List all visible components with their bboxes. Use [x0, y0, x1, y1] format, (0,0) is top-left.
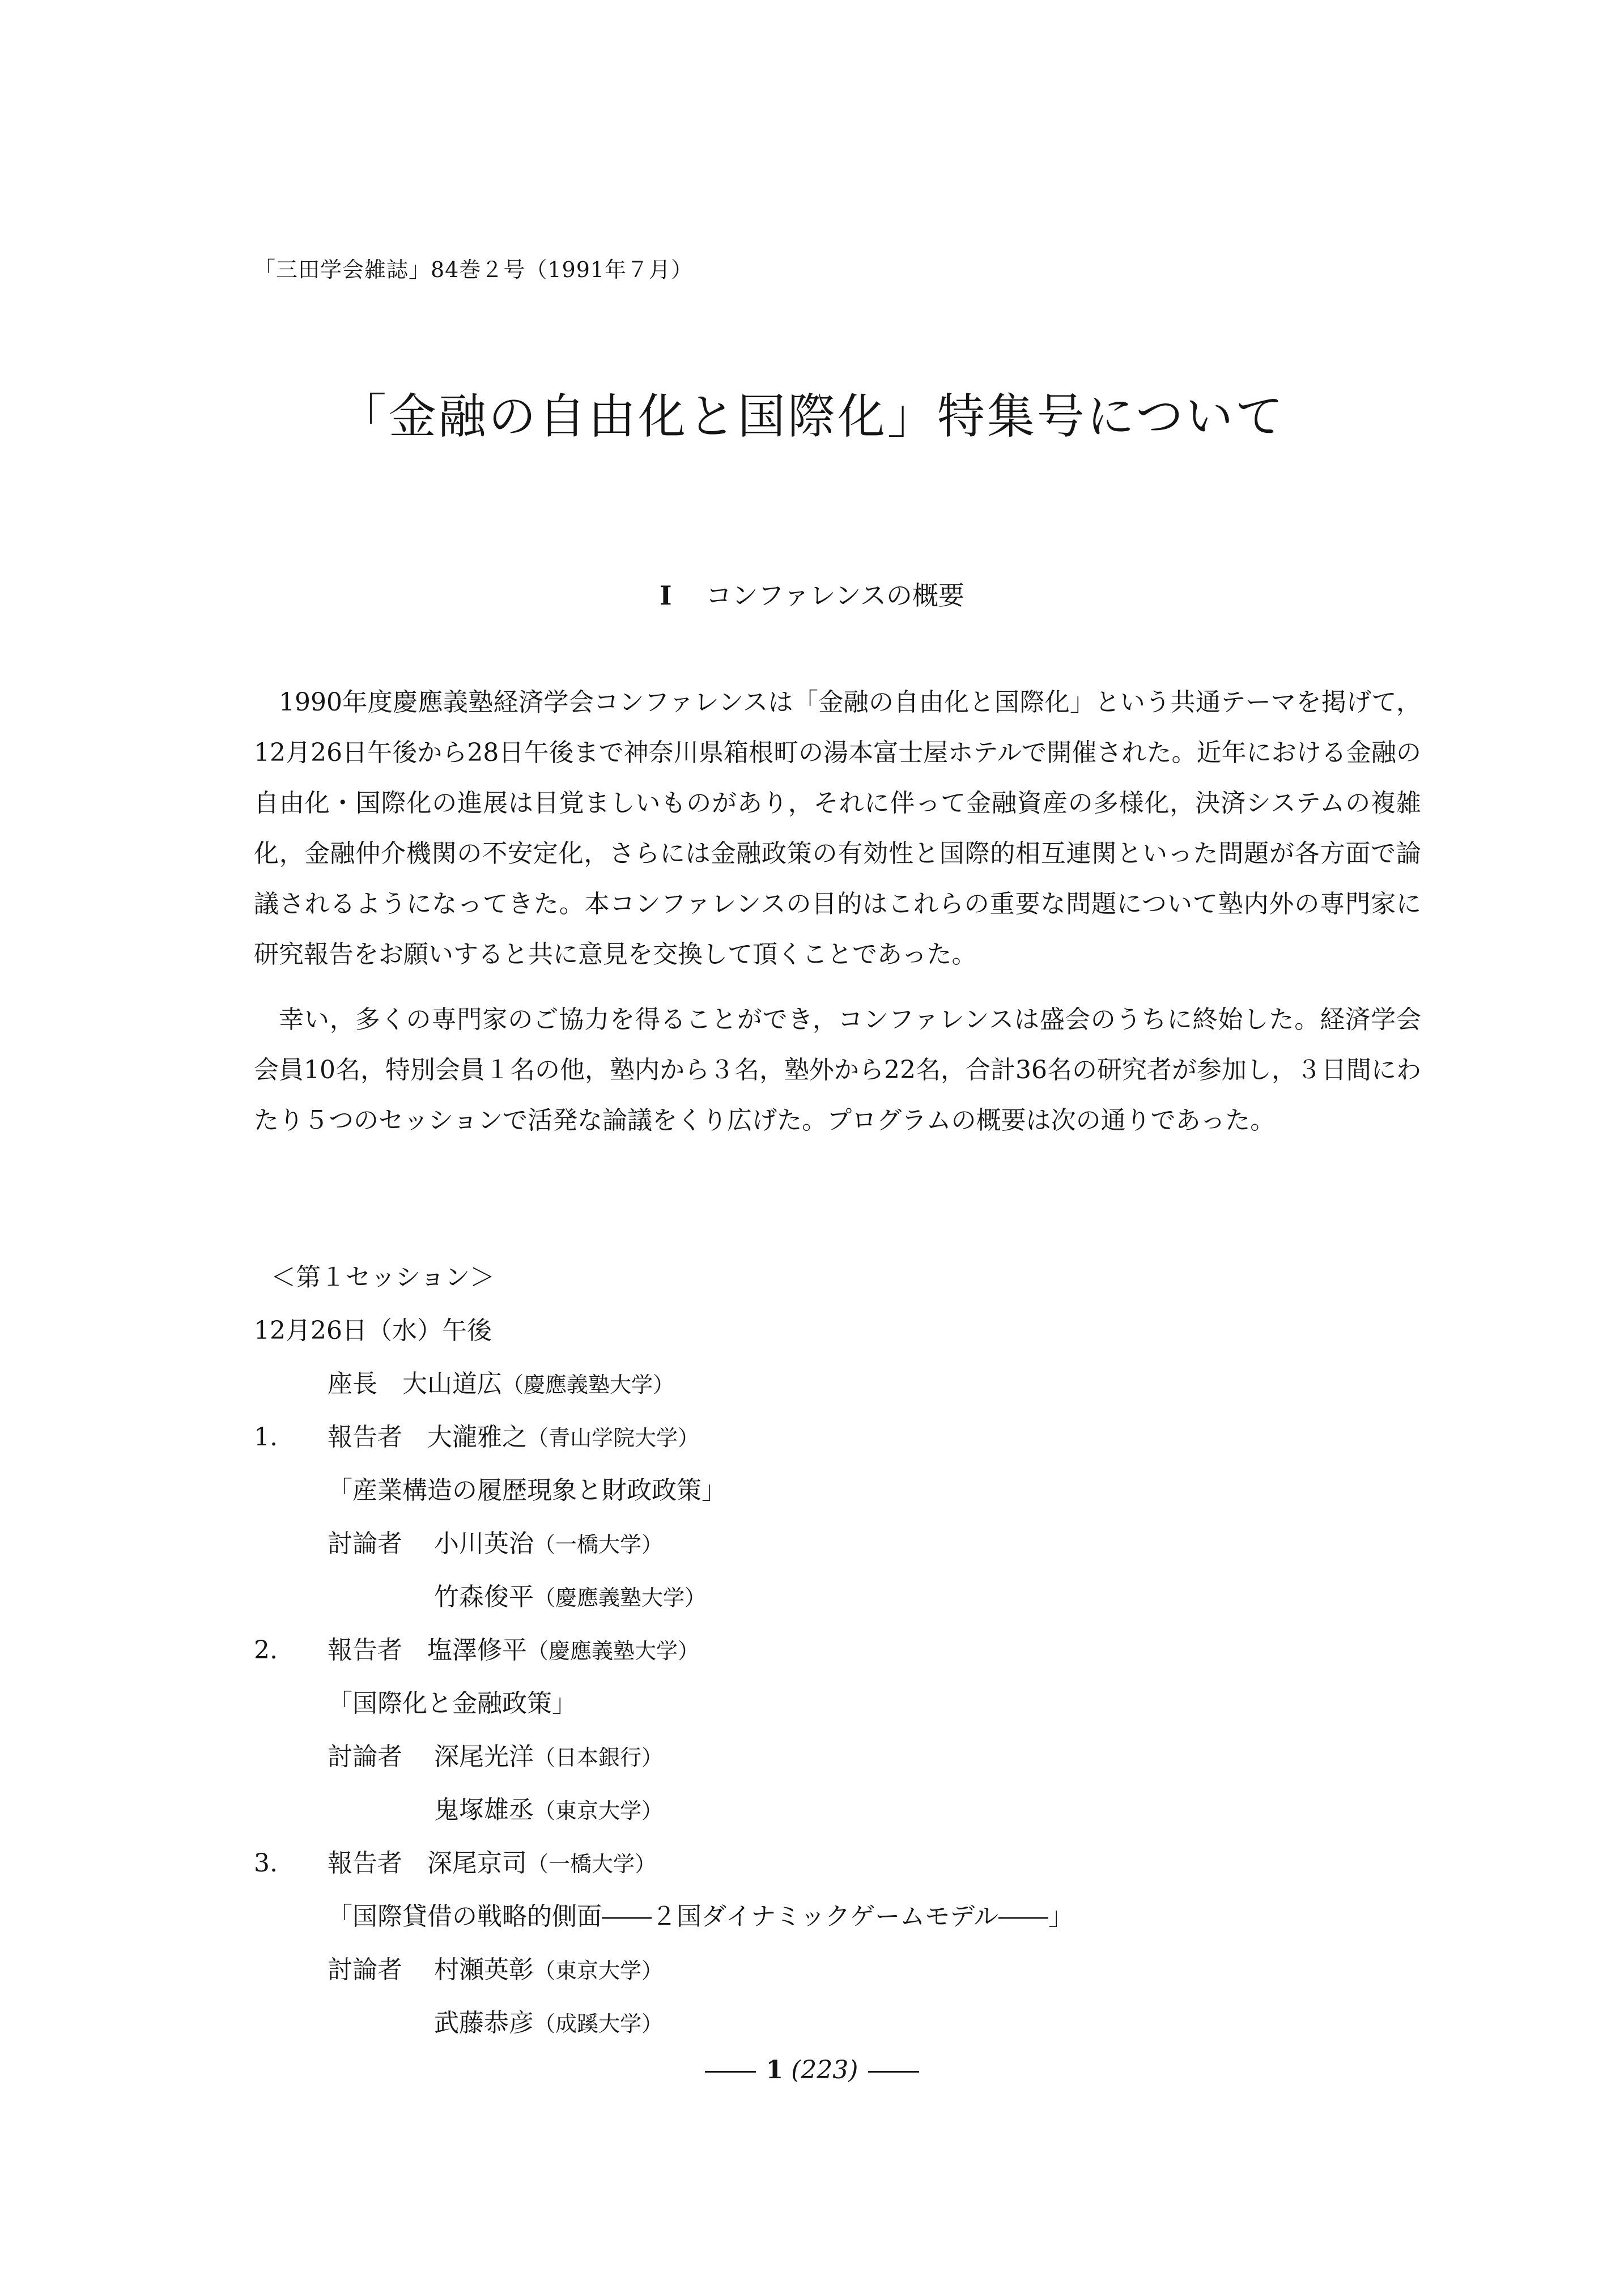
reporter-label: 報告者 [328, 1423, 402, 1452]
page-number: 1 [766, 2056, 784, 2084]
article-title: 「金融の自由化と国際化」特集号について [338, 389, 1286, 444]
original-page-number: (223) [791, 2056, 858, 2084]
section-number: I [659, 580, 672, 611]
discussant-name: 鬼塚雄丞 [434, 1796, 534, 1824]
body-paragraph: 幸い，多くの専門家のご協力を得ることができ，コンファレンスは盛会のうちに終始した。経済学会会員10名，特別会員１名の他，塾内から３名，塾外から22名，合計36名の研究者が参加し，３日間にわたり５つのセッションで活発な論議をくり広げた。プログラムの概要は次の通りであった。 [254, 1005, 1421, 1135]
discussant-affiliation: （日本銀行） [534, 1745, 664, 1770]
discussant-name: 竹森俊平 [434, 1582, 534, 1611]
reporter-affiliation: （慶應義塾大学） [527, 1639, 700, 1664]
footer-dash [705, 2071, 756, 2073]
discussant [434, 1740, 663, 1774]
reporter-name: 深尾京司 [427, 1849, 527, 1878]
discussant-affiliation: （一橋大学） [534, 1532, 664, 1557]
reporter-label: 報告者 [328, 1636, 402, 1665]
discussant-affiliation: （東京大学） [534, 1798, 664, 1823]
discussant [434, 1580, 706, 1614]
discussant-affiliation: （東京大学） [534, 1958, 664, 1983]
reporter-affiliation: （青山学院大学） [527, 1426, 700, 1450]
discussant [434, 1793, 663, 1827]
reporter-label: 報告者 [328, 1849, 402, 1878]
chair-label: 座長 [328, 1369, 377, 1398]
reporter-row [328, 1633, 699, 1667]
discussant-name: 深尾光洋 [434, 1742, 534, 1771]
body-paragraph: 1990年度慶應義塾経済学会コンファレンスは「金融の自由化と国際化」という共通テーマを掲げて，12月26日午後から28日午後まで神奈川県箱根町の湯本富士屋ホテルで開催された。近年における金融の自由化・国際化の進展は目覚ましいものがあり，それに伴って金融資産の多様化，決済システムの複雑化，金融仲介機関の不安定化，さらには金融政策の有効性と国際的相互連関といった問題が各方面で論議されるようになってきた。本コンファレンスの目的はこれらの重要な問題について塾内外の専門家に研究報告をお願いすると共に意見を交換して頂くことであった。 [254, 688, 1421, 969]
discussant-name: 武藤恭彦 [434, 2009, 534, 2037]
section-heading [0, 575, 1624, 612]
discussant [434, 1953, 663, 1987]
discussant-affiliation: （成蹊大学） [534, 2011, 664, 2036]
discussant-label: 討論者 [328, 1955, 402, 1984]
footer-dash [868, 2071, 919, 2073]
reporter-row [328, 1847, 656, 1881]
reporter-affiliation: （一橋大学） [527, 1852, 657, 1877]
chair-name: 大山道広 [402, 1369, 502, 1398]
discussant-name: 村瀬英彰 [434, 1955, 534, 1984]
discussant [434, 1527, 663, 1561]
paper-title: 「産業構造の履歴現象と財政政策」 [328, 1476, 726, 1505]
session-date: 12月26日（水）午後 [254, 1316, 492, 1345]
discussant [434, 2006, 663, 2040]
paper-title: 「国際化と金融政策」 [328, 1689, 577, 1718]
journal-reference: 「三田学会雑誌」84巻２号（1991年７月） [254, 257, 694, 282]
discussant-name: 小川英治 [434, 1529, 534, 1558]
reporter-row [328, 1420, 699, 1454]
chair-affiliation: （慶應義塾大学） [502, 1372, 675, 1397]
talk-number: 1. [254, 1423, 278, 1452]
section-title: コンファレンスの概要 [705, 580, 965, 611]
page-footer [0, 2056, 1624, 2084]
discussant-affiliation: （慶應義塾大学） [534, 1585, 707, 1610]
chair-row [328, 1367, 674, 1401]
reporter-name: 塩澤修平 [427, 1636, 527, 1665]
reporter-name: 大瀧雅之 [427, 1423, 527, 1452]
discussant-label: 討論者 [328, 1529, 402, 1558]
session-heading: ＜第１セッション＞ [271, 1263, 495, 1292]
talk-number: 3. [254, 1849, 278, 1878]
paper-title: 「国際貸借の戦略的側面――２国ダイナミックゲームモデル――」 [328, 1902, 1074, 1931]
talk-number: 2. [254, 1636, 278, 1665]
discussant-label: 討論者 [328, 1742, 402, 1771]
